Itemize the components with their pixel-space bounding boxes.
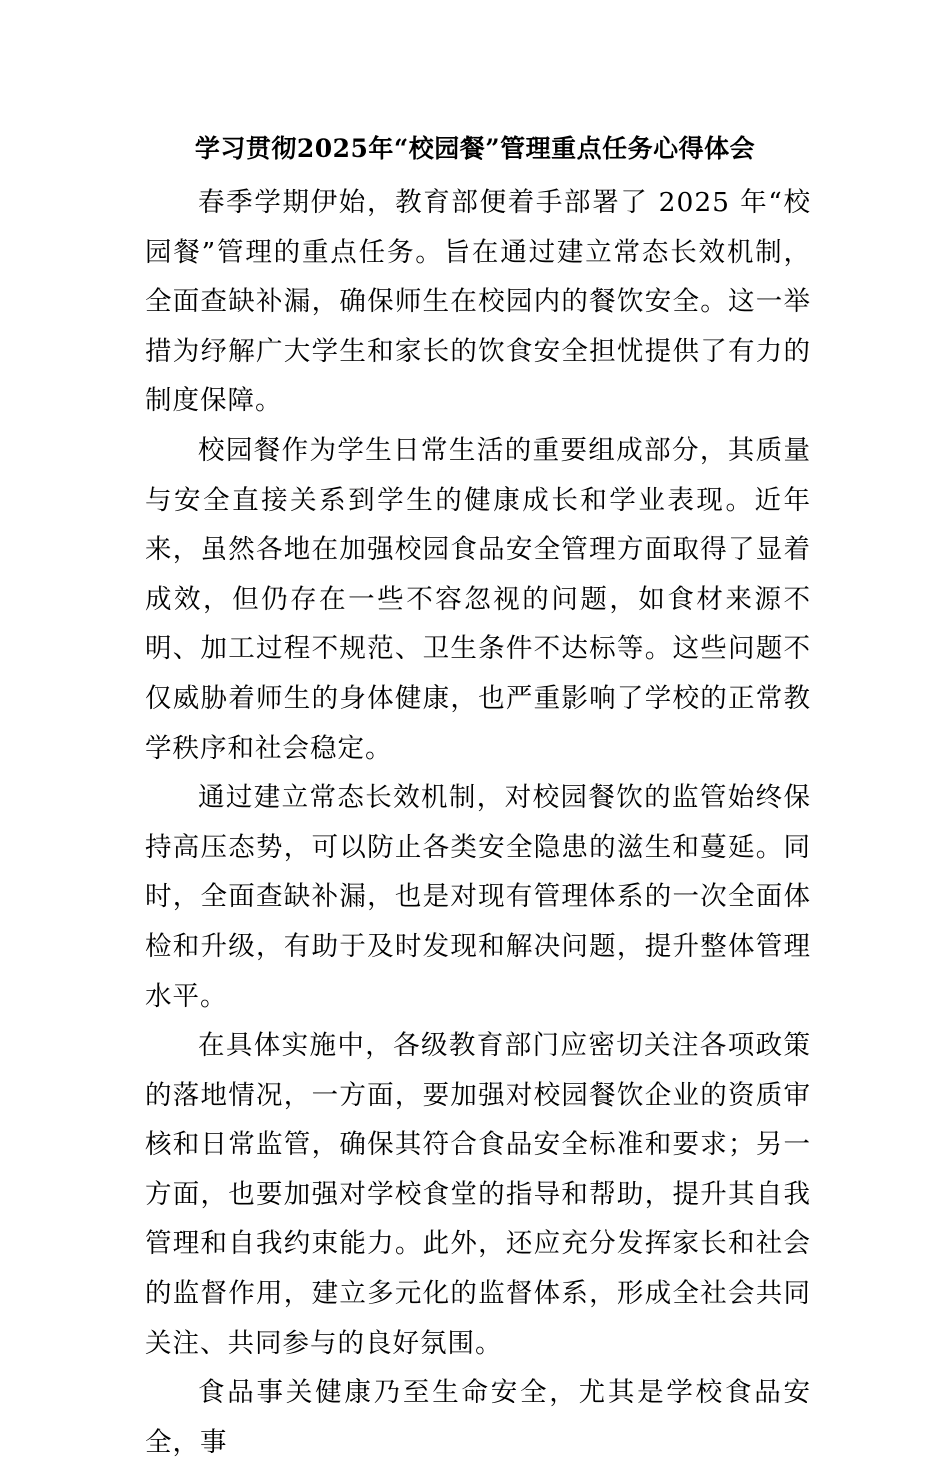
paragraph-2: 校园餐作为学生日常生活的重要组成部分，其质量与安全直接关系到学生的健康成长和学业表现。近年来，虽然各地在加强校园食品安全管理方面取得了显着成效，但仍存在一些不容忽视的问题，如食材来源不明、加工过程不规范、卫生条件不达标等。这些问题不仅威胁着师生的身体健康，也严重影响了学校的正常教学秩序和社会稳定。 [145, 434, 811, 764]
document-title: 学习贯彻2025年“校园餐”管理重点任务心得体会 [194, 134, 756, 163]
document-body [145, 178, 811, 1467]
paragraph-3: 通过建立常态长效机制，对校园餐饮的监管始终保持高压态势，可以防止各类安全隐患的滋生和蔓延。同时，全面查缺补漏，也是对现有管理体系的一次全面体检和升级，有助于及时发现和解决问题，提升整体管理水平。 [145, 782, 811, 1012]
paragraph-4: 在具体实施中，各级教育部门应密切关注各项政策的落地情况，一方面，要加强对校园餐饮企业的资质审核和日常监管，确保其符合食品安全标准和要求；另一方面，也要加强对学校食堂的指导和帮助，提升其自我管理和自我约束能力。此外，还应充分发挥家长和社会的监督作用，建立多元化的监督体系，形成全社会共同关注、共同参与的良好氛围。 [145, 1030, 811, 1359]
paragraph-1: 春季学期伊始，教育部便着手部署了 2025 年“校园餐”管理的重点任务。旨在通过建立常态长效机制，全面查缺补漏，确保师生在校园内的餐饮安全。这一举措为纾解广大学生和家长的饮食安全担忧提供了有力的制度保障。 [145, 187, 811, 417]
paragraph-5: 食品事关健康乃至生命安全，尤其是学校食品安全，事 [145, 1377, 811, 1458]
